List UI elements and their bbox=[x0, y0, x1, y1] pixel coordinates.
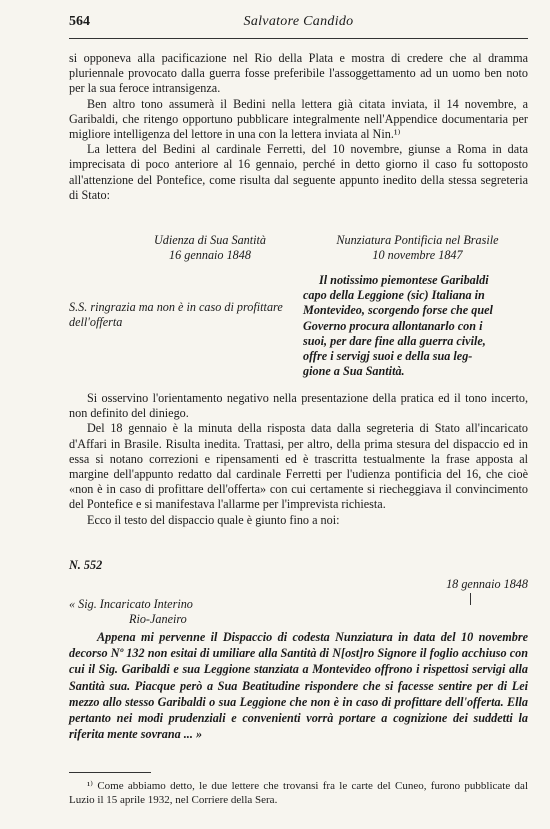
margin-tick bbox=[470, 593, 471, 605]
dispaccio-number: N. 552 bbox=[69, 558, 103, 572]
udienza-date: 16 gennaio 1848 bbox=[169, 248, 251, 263]
summary-line: Governo procura allontanarlo con i bbox=[303, 318, 483, 333]
footnote bbox=[69, 779, 528, 807]
udienza-title: Udienza di Sua Santità bbox=[153, 233, 267, 247]
page-header bbox=[69, 14, 528, 34]
paragraph: Del 18 gennaio è la minuta della risposta data dalla segreteria di Stato all'incaricato d'Affari in Brasile. Risulta inedita. Trattasi, per altro, della prima stesura del dispaccio ed in essa si notano correzioni e ripensamenti ed è trascritta testualmente la frase apposta al margine dell'appunto redatto dal cardinale Ferretti per l'udienza pontificia del 16, che cioè «non è in caso di profittare dell'offerta» con cui certamente si riecheggiava il convincimento del Pontefice e si manifestava l'allarme per l'imprevista richiesta. bbox=[69, 421, 528, 512]
summary-line: gione a Sua Santità. bbox=[303, 364, 405, 379]
address-line-2: Rio-Janeiro bbox=[129, 612, 187, 627]
paragraph: Ecco il testo del dispaccio quale è giunto fino a noi: bbox=[87, 512, 340, 527]
body-text-middle bbox=[69, 391, 528, 528]
paragraph: Ben altro tono assumerà il Bedini nella lettera già citata inviata, il 14 novembre, a Garibaldi, che ritengo opportuno pubblicare integralmente nell'Appendice documentaria per migliore intelligenza del lettore in una con la lettera inviata al Nin.¹⁾ bbox=[69, 96, 528, 142]
footnote-text: ¹⁾ Come abbiamo detto, le due lettere che trovansi fra le carte del Cuneo, furono pubblicate dal Luzio il 15 aprile 1932, nel Corriere della Sera. bbox=[69, 780, 528, 806]
summary-line: Il notissimo piemontese Garibaldi bbox=[319, 273, 489, 287]
dispaccio-address bbox=[69, 597, 193, 627]
address-line-1: « Sig. Incaricato Interino bbox=[69, 597, 193, 611]
running-title: Salvatore Candido bbox=[243, 14, 354, 29]
appunto-summary bbox=[303, 273, 528, 379]
dispaccio-paragraph: Appena mi pervenne il Dispaccio di codesta Nunziatura in data del 10 novembre decorso Nº 132 non esitai di umiliare alla Santità di N[ost]ro Signore il foglio acchiuso con cui il Sig. Garibaldi e sua Leggione stanziata a Montevideo offrono i rispettosi servigi alla Santità sua. Piacque però a Sua Beatitudine rispondere che si facesse sentire per di Lei mezzo allo stesso Garibaldi o sua Leggione che non è in caso di profittare dell'offerta. Ella pertanto nei modi prudenziali e convenienti vorrà portare a cognizione dei suddetti la riferita mente sovrana ... » bbox=[69, 630, 528, 742]
appunto-left-heading bbox=[115, 233, 305, 263]
body-text-top bbox=[69, 51, 528, 203]
paragraph: Si osservino l'orientamento negativo nella presentazione della pratica ed il tono incerto, non definito del diniego. bbox=[69, 391, 528, 421]
appunto-margin-note: S.S. ringrazia ma non è in caso di profittare dell'offerta bbox=[69, 300, 283, 330]
appunto-right-heading bbox=[307, 233, 528, 263]
nunziatura-date: 10 novembre 1847 bbox=[372, 248, 463, 263]
footnote-rule bbox=[69, 772, 151, 773]
dispaccio-date: 18 gennaio 1848 bbox=[446, 577, 528, 591]
summary-line: suoi, per dare fine alla guerra civile, bbox=[303, 333, 486, 348]
summary-line: capo della Leggione (sic) Italiana in bbox=[303, 288, 485, 303]
paragraph: La lettera del Bedini al cardinale Ferretti, del 10 novembre, giunse a Roma in data imprecisata di poco anteriore al 16 gennaio, perché in detto giorno il caso fu sottoposto all'attenzione del Pontefice, come risulta dal seguente appunto inedito della stessa segreteria di Stato: bbox=[69, 142, 528, 202]
paragraph: si opponeva alla pacificazione nel Rio della Plata e mostra di credere che al dramma pluriennale provocato dalla guerra fosse preferibile l'assoggettamento ad un uomo ben noto per la sua feroce intransigenza. bbox=[69, 51, 528, 96]
summary-line: Montevideo, scorgendo forse che quel bbox=[303, 303, 493, 318]
page-number: 564 bbox=[69, 14, 90, 29]
dispaccio-text bbox=[69, 629, 528, 742]
nunziatura-title: Nunziatura Pontificia nel Brasile bbox=[336, 233, 499, 247]
summary-line: offre i servigj suoi e della sua leg- bbox=[303, 349, 473, 364]
header-rule bbox=[69, 38, 528, 39]
